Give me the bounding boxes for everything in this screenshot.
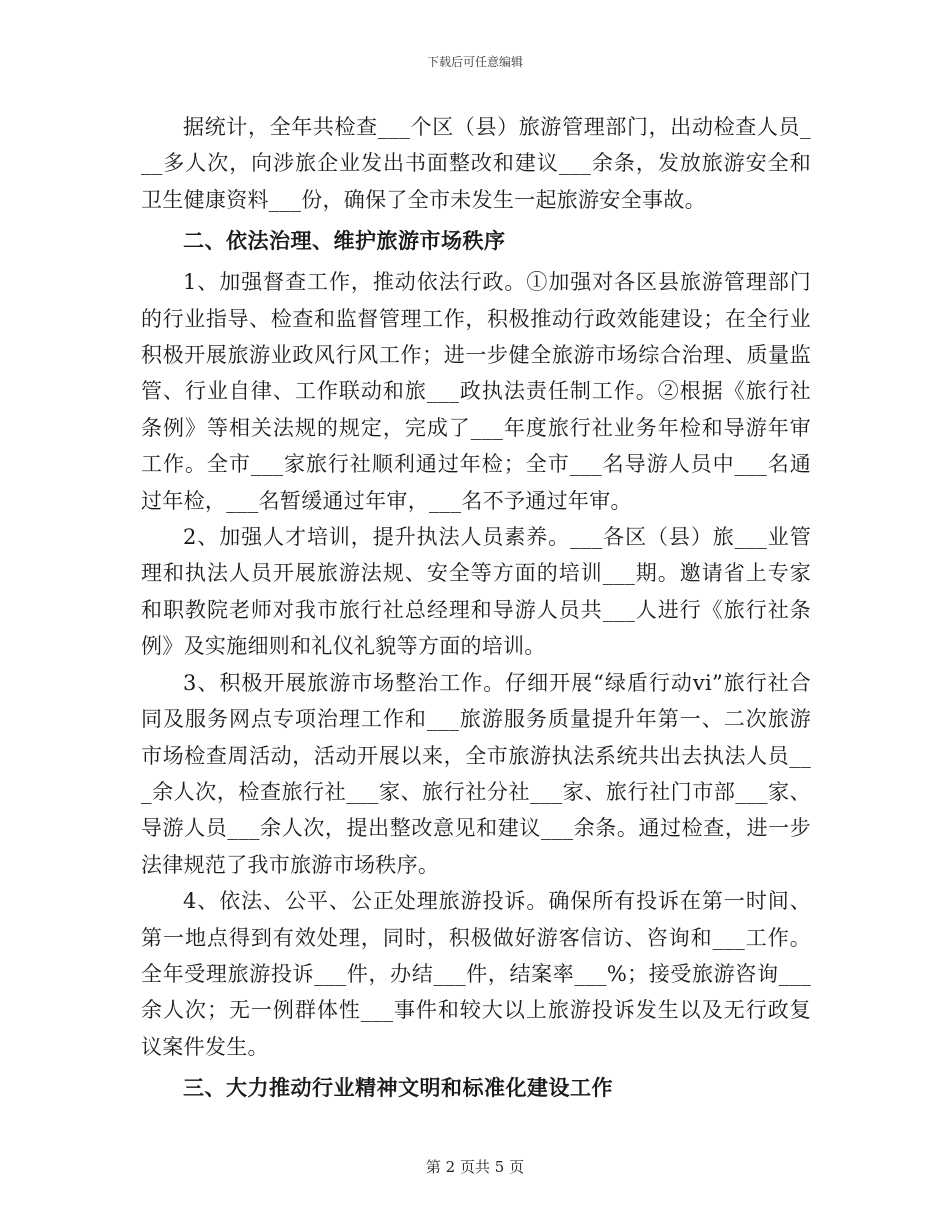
paragraph-market-rectification: 3、积极开展旅游市场整治工作。仔细开展“绿盾行动vi”旅行社合同及服务网点专项治理工作和___旅游服务质量提升年第一、二次旅游市场检查周活动，活动开展以来，全市旅游执法系统共出去执法人员___余人次，检查旅行社___家、旅行社分社___家、旅行社门市部___家、导游人员___余人次，提出整改意见和建议___余条。通过检查，进一步法律规范了我市旅游市场秩序。: [141, 670, 811, 877]
paragraph-statistics: 据统计，全年共检查___个区（县）旅游管理部门，出动检查人员___多人次，向涉旅企业发出书面整改和建议___余条，发放旅游安全和卫生健康资料___份，确保了全市未发生一起旅游安全事故。: [141, 115, 811, 212]
paragraph-training: 2、加强人才培训，提升执法人员素养。___各区（县）旅___业管理和执法人员开展旅游法规、安全等方面的培训___期。邀请省上专家和职教院老师对我市旅行社总经理和导游人员共___人进行《旅行社条例》及实施细则和礼仪礼貌等方面的培训。: [141, 525, 811, 659]
paragraph-complaints: 4、依法、公平、公正处理旅游投诉。确保所有投诉在第一时间、第一地点得到有效处理，同时，积极做好游客信访、咨询和___工作。全年受理旅游投诉___件，办结___件，结案率___%；接受旅游咨询___余人次；无一例群体性___事件和较大以上旅游投诉发生以及无行政复议案件发生。: [141, 889, 811, 1059]
section-heading-2: 二、依法治理、维护旅游市场秩序: [183, 228, 506, 254]
page-footer: 第 2 页共 5 页: [425, 1158, 525, 1176]
document-body: [141, 109, 811, 1111]
page-header: 下载后可任意编辑: [426, 55, 523, 69]
section-heading-3: 三、大力推动行业精神文明和标准化建设工作: [183, 1075, 613, 1101]
paragraph-supervision: 1、加强督查工作，推动依法行政。①加强对各区县旅游管理部门的行业指导、检查和监督管理工作，积极推动行政效能建设；在全行业积极开展旅游业政风行风工作；进一步健全旅游市场综合治理、质量监管、行业自律、工作联动和旅___政执法责任制工作。②根据《旅行社条例》等相关法规的规定，完成了___年度旅行社业务年检和导游年审工作。全市___家旅行社顺利通过年检；全市___名导游人员中___名通过年检，___名暂缓通过年审，___名不予通过年审。: [141, 270, 811, 513]
